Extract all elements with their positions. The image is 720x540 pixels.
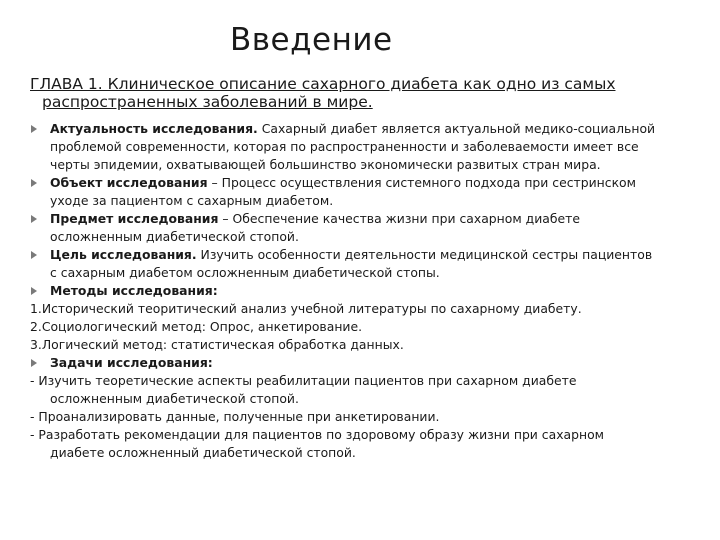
list-item-object [30, 174, 702, 210]
method-line: 3.Логический метод: статистическая обработка данных. [30, 337, 404, 352]
task-item [30, 408, 702, 426]
chapter-heading-line1: ГЛАВА 1. Клиническое описание сахарного диабета как одно из самых [30, 75, 616, 93]
chapter-heading-line2: распространенных заболеваний в мире. [42, 93, 373, 111]
item-text-cont: уходе за пациентом с сахарным диабетом. [50, 193, 334, 208]
bullet-arrow-icon [31, 251, 37, 259]
item-text: Изучить особенности деятельности медицинской сестры пациентов [196, 247, 653, 262]
bullet-arrow-icon [31, 179, 37, 187]
chapter-heading [30, 75, 690, 111]
task-item [30, 372, 702, 408]
task-text: - Изучить теоретические аспекты реабилитации пациентов при сахарном диабете [30, 373, 577, 388]
item-label: Предмет исследования [50, 211, 219, 226]
task-text-cont: осложненным диабетической стопой. [50, 391, 299, 406]
item-text: Сахарный диабет является актуальной медико-социальной [257, 121, 656, 136]
task-text: - Разработать рекомендации для пациентов по здоровому образу жизни при сахарном [30, 427, 605, 442]
list-item-goal [30, 246, 702, 282]
bullet-arrow-icon [31, 125, 37, 133]
list-item-tasks [30, 354, 702, 372]
bullet-arrow-icon [31, 359, 37, 367]
item-text-cont: осложненным диабетической стопой. [50, 229, 299, 244]
item-text-cont: черты эпидемии, охватывающей большинство экономически развитых стран мира. [50, 157, 601, 172]
bullet-arrow-icon [31, 215, 37, 223]
task-text-cont: диабете осложненный диабетической стопой. [50, 445, 356, 460]
item-text-cont: проблемой современности, которая по распространенности и заболеваемости имеет все [50, 139, 639, 154]
item-label: Задачи исследования: [50, 355, 213, 370]
item-text: – Обеспечение качества жизни при сахарном диабете [218, 211, 580, 226]
method-line: 2.Социологический метод: Опрос, анкетирование. [30, 319, 363, 334]
item-label: Объект исследования [50, 175, 208, 190]
list-item-subject [30, 210, 702, 246]
task-text: - Проанализировать данные, полученные при анкетировании. [30, 409, 440, 424]
method-line: 1.Исторический теоритический анализ учебной литературы по сахарному диабету. [30, 301, 582, 316]
slide-title: Введение [230, 22, 393, 58]
item-label: Методы исследования: [50, 283, 218, 298]
list-item-relevance [30, 120, 702, 174]
item-text-cont: с сахарным диабетом осложненным диабетической стопы. [50, 265, 440, 280]
bullet-arrow-icon [31, 287, 37, 295]
item-label: Актуальность исследования. [50, 121, 258, 136]
task-item [30, 426, 702, 462]
slide-content [30, 120, 702, 462]
list-item-methods [30, 282, 702, 300]
item-text: – Процесс осуществления системного подхода при сестринском [207, 175, 636, 190]
item-label: Цель исследования. [50, 247, 197, 262]
